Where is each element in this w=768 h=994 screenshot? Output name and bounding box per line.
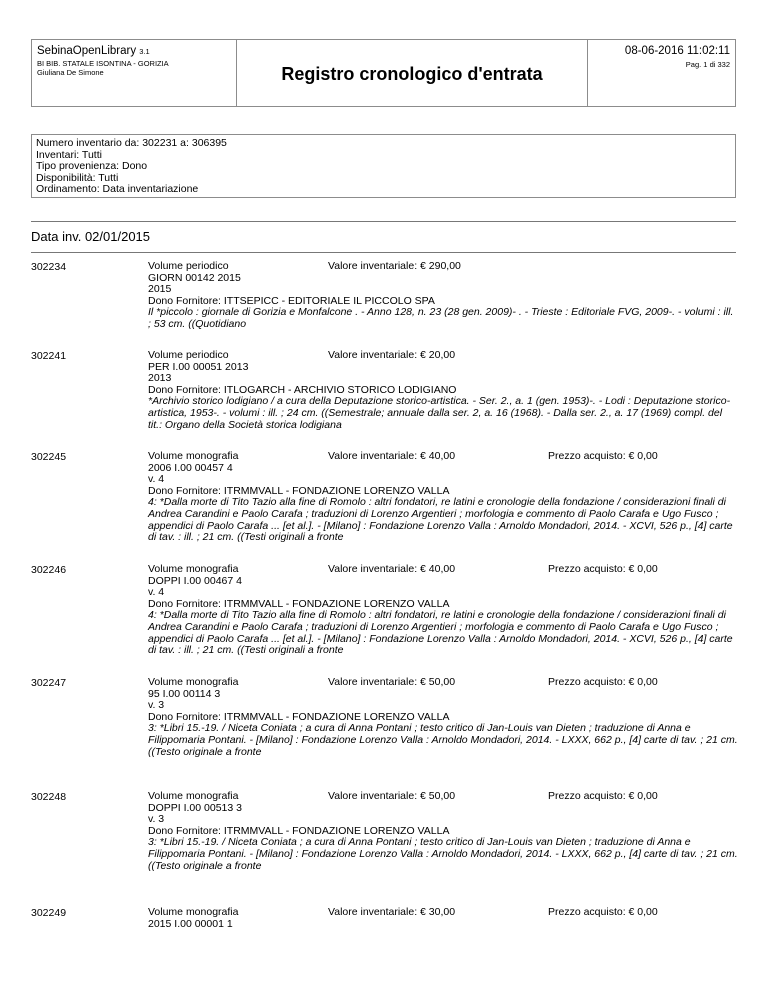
record-collocation: 2006 I.00 00457 4 <box>148 461 233 474</box>
record-collocation: DOPPI I.00 00513 3 <box>148 801 242 814</box>
app-name <box>37 45 150 57</box>
record-collocation: 2015 I.00 00001 1 <box>148 917 233 930</box>
record-collocation: 95 I.00 00114 3 <box>148 687 221 700</box>
record-price: Prezzo acquisto: € 0,00 <box>548 906 658 918</box>
record-inventory-number: 302241 <box>31 350 67 362</box>
record-type: Volume monografia <box>148 450 239 462</box>
record-description: 3: *Libri 15.-19. / Niceta Coniata ; a cura di Anna Pontani ; testo critico di Jan-Louis van Dieten ; traduzione di Anna e Filippomaria Pontani. - [Milano] : Fondazione Lorenzo Valla : Arnoldo Mondadori, 2014. - LXXX, 662 p., [4] carte di tav. ; 21 cm. ((Testo originale a fronte <box>148 836 738 872</box>
record-supplier: Dono Fornitore: ITRMMVALL - FONDAZIONE LORENZO VALLA <box>148 484 450 497</box>
record-type: Volume periodico <box>148 260 229 272</box>
record-inventory-number: 302234 <box>31 261 67 273</box>
app-name-text: SebinaOpenLibrary <box>37 45 137 57</box>
record-supplier: Dono Fornitore: ITLOGARCH - ARCHIVIO STORICO LODIGIANO <box>148 383 457 396</box>
filter-availability: Disponibilità: Tutti <box>36 171 119 184</box>
record-type: Volume monografia <box>148 906 239 918</box>
report-datetime: 08-06-2016 11:02:11 <box>624 45 730 57</box>
operator-name: Giuliana De Simone <box>37 68 104 77</box>
record-body <box>148 907 738 930</box>
record-body <box>148 350 738 431</box>
record-volume: v. 3 <box>148 813 165 826</box>
header-library-box <box>31 39 237 107</box>
record-type: Volume periodico <box>148 349 229 361</box>
record-collocation: GIORN 00142 2015 <box>148 271 241 284</box>
record-body <box>148 451 738 544</box>
record-value: Valore inventariale: € 40,00 <box>328 450 456 462</box>
record-body <box>148 791 738 872</box>
record-body <box>148 261 738 331</box>
page-counter: Pag. 1 di 332 <box>685 60 730 69</box>
record-volume: 2015 <box>148 283 172 296</box>
record-summary-line <box>148 564 738 576</box>
header-date-box <box>587 39 736 107</box>
record-value: Valore inventariale: € 50,00 <box>328 676 456 688</box>
record-type: Volume monografia <box>148 563 239 575</box>
record-summary-line <box>148 791 738 803</box>
record-supplier: Dono Fornitore: ITRMMVALL - FONDAZIONE LORENZO VALLA <box>148 597 450 610</box>
record-price: Prezzo acquisto: € 0,00 <box>548 676 658 688</box>
record-volume: v. 3 <box>148 699 165 712</box>
record-collocation: DOPPI I.00 00467 4 <box>148 574 242 587</box>
report-title: Registro cronologico d'entrata <box>281 64 543 84</box>
header-title-box <box>236 39 588 107</box>
filter-provenance: Tipo provenienza: Dono <box>36 160 148 173</box>
record-description: 4: *Dalla morte di Tito Tazio alla fine di Romolo : altri fondatori, re latini e cronologie della fondazione / considerazioni finali di Andrea Carandini e Paolo Carafa ; traduzioni di Lorenzo Argentieri ; morfologia e commento di Paolo Carafa e Ugo Fusco ; appendici di Paolo Carafa ... [et al.]. - [Milano] : Fondazione Lorenzo Valla : Arnoldo Mondadori, 2014. - XCVI, 526 p., [4] carte di tav. : ill. ; 21 cm. ((Testi originali a fronte <box>148 609 733 657</box>
record-type: Volume monografia <box>148 790 239 802</box>
filter-inventories: Inventari: Tutti <box>36 148 102 161</box>
record-price: Prezzo acquisto: € 0,00 <box>548 563 658 575</box>
record-description: 4: *Dalla morte di Tito Tazio alla fine di Romolo : altri fondatori, re latini e cronologie della fondazione / considerazioni finali di Andrea Carandini e Paolo Carafa ; traduzioni di Lorenzo Argentieri ; morfologia e commento di Paolo Carafa e Ugo Fusco ; appendici di Paolo Carafa ... [et al.]. - [Milano] : Fondazione Lorenzo Valla : Arnoldo Mondadori, 2014. - XCVI, 526 p., [4] carte di tav. : ill. ; 21 cm. ((Testi originali a fronte <box>148 496 733 544</box>
group-header <box>31 221 736 253</box>
filter-ordering: Ordinamento: Data inventariazione <box>36 183 199 196</box>
record-body <box>148 677 738 758</box>
record-volume: v. 4 <box>148 473 165 486</box>
record-value: Valore inventariale: € 30,00 <box>328 906 456 918</box>
record-description: Il *piccolo : giornale di Gorizia e Monfalcone . - Anno 128, n. 23 (28 gen. 2009)- . - Trieste : Editoriale FVG, 2009-. - volumi : ill. ; 53 cm. ((Quotidiano <box>148 306 734 330</box>
group-title: Data inv. 02/01/2015 <box>31 229 151 244</box>
record-inventory-number: 302249 <box>31 907 67 919</box>
record-inventory-number: 302246 <box>31 564 67 576</box>
record-supplier: Dono Fornitore: ITRMMVALL - FONDAZIONE LORENZO VALLA <box>148 824 450 837</box>
app-version: 3.1 <box>139 47 150 56</box>
record-value: Valore inventariale: € 40,00 <box>328 563 456 575</box>
record-collocation: PER I.00 00051 2013 <box>148 360 249 373</box>
record-supplier: Dono Fornitore: ITRMMVALL - FONDAZIONE LORENZO VALLA <box>148 710 450 723</box>
report-header <box>0 0 768 120</box>
record-description: *Archivio storico lodigiano / a cura della Deputazione storico-artistica. - Ser. 2., a. 1 (gen. 1953)-. - Lodi : Deputazione storico-artistica, 1953-. - volumi : ill. ; 24 cm. ((Semestrale; annuale dalla ser. 2, a. 16 (1968). - Dalla ser. 2., a. 17 (1969) compl. del tit.: Organo della Società storica lodigiana <box>148 395 731 431</box>
record-type: Volume monografia <box>148 676 239 688</box>
record-inventory-number: 302247 <box>31 677 67 689</box>
record-summary-line <box>148 677 738 689</box>
record-supplier: Dono Fornitore: ITTSEPICC - EDITORIALE IL PICCOLO SPA <box>148 294 435 307</box>
record-description: 3: *Libri 15.-19. / Niceta Coniata ; a cura di Anna Pontani ; testo critico di Jan-Louis van Dieten ; traduzione di Anna e Filippomaria Pontani. - [Milano] : Fondazione Lorenzo Valla : Arnoldo Mondadori, 2014. - LXXX, 662 p., [4] carte di tav. ; 21 cm. ((Testo originale a fronte <box>148 722 738 758</box>
record-value: Valore inventariale: € 50,00 <box>328 790 456 802</box>
record-summary-line <box>148 350 738 362</box>
record-price: Prezzo acquisto: € 0,00 <box>548 790 658 802</box>
record-value: Valore inventariale: € 20,00 <box>328 349 456 361</box>
record-volume: 2013 <box>148 372 172 385</box>
record-inventory-number: 302248 <box>31 791 67 803</box>
record-price: Prezzo acquisto: € 0,00 <box>548 450 658 462</box>
library-name: BI BIB. STATALE ISONTINA - GORIZIA <box>37 59 169 68</box>
record-value: Valore inventariale: € 290,00 <box>328 260 461 272</box>
filter-inventory-range: Numero inventario da: 302231 a: 306395 <box>36 137 227 149</box>
record-inventory-number: 302245 <box>31 451 67 463</box>
record-summary-line <box>148 261 738 273</box>
record-summary-line <box>148 451 738 463</box>
record-summary-line <box>148 907 738 919</box>
record-body <box>148 564 738 657</box>
record-volume: v. 4 <box>148 586 165 599</box>
filter-summary <box>31 134 736 198</box>
